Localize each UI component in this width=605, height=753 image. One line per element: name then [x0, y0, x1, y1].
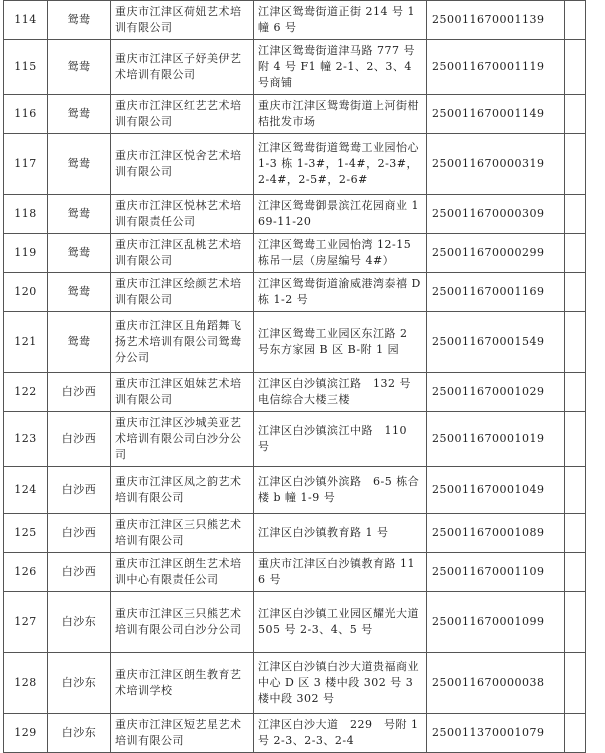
row-number-text: 115 [14, 60, 37, 73]
row-number [4, 312, 48, 373]
row-number [4, 134, 48, 195]
row-address-text: 江津区白沙镇工业园区耀光大道 505 号 2-3、4、5 号 [258, 607, 419, 636]
row-address [254, 95, 427, 134]
row-town [48, 592, 111, 653]
row-company-name-text: 重庆市江津区绘颜艺术培训有限公司 [115, 277, 242, 306]
row-empty-cell [565, 134, 586, 195]
row-company-name-text: 重庆市江津区且角蹈舞飞扬艺术培训有限公司鸳鸯分公司 [115, 319, 242, 364]
row-number [4, 467, 48, 514]
table-body [4, 1, 586, 753]
row-registration-code-text: 250011670000299 [432, 246, 545, 259]
row-address [254, 553, 427, 592]
table-row [4, 95, 586, 134]
row-number-text: 122 [14, 385, 37, 398]
row-number [4, 373, 48, 412]
row-empty-cell [565, 592, 586, 653]
row-address-text: 江津区鸳鸯工业园怡湾 12-15 栋吊一层（房屋编号 4#） [258, 238, 412, 267]
row-registration-code [427, 40, 565, 95]
row-address [254, 273, 427, 312]
row-number-text: 120 [14, 285, 37, 298]
row-town [48, 1, 111, 40]
row-address-text: 江津区鸳鸯街道正街 214 号 1 幢 6 号 [258, 5, 415, 34]
row-registration-code [427, 373, 565, 412]
row-registration-code [427, 134, 565, 195]
row-town-text: 鸳鸯 [67, 285, 91, 298]
row-town-text: 鸳鸯 [67, 157, 91, 170]
row-number [4, 95, 48, 134]
row-registration-code-text: 250011670001019 [432, 432, 545, 445]
table-row [4, 412, 586, 467]
row-town [48, 412, 111, 467]
row-address [254, 714, 427, 753]
row-address-text: 江津区白沙镇白沙大道贵福商业中心 D 区 3 楼中段 302 号 3 楼中段 302 号 [258, 660, 419, 705]
row-address [254, 40, 427, 95]
row-empty-cell [565, 412, 586, 467]
row-address-text: 江津区鸳鸯御景滨江花园商业 169-11-20 [258, 199, 419, 228]
row-number [4, 592, 48, 653]
row-number [4, 40, 48, 95]
row-empty-cell [565, 95, 586, 134]
row-registration-code-text: 250011670001549 [432, 335, 545, 348]
row-town [48, 40, 111, 95]
row-address [254, 373, 427, 412]
row-registration-code-text: 250011670001169 [432, 285, 545, 298]
row-address [254, 653, 427, 714]
row-company-name [111, 1, 254, 40]
table-row [4, 1, 586, 40]
row-registration-code [427, 234, 565, 273]
row-company-name [111, 714, 254, 753]
row-town-text: 白沙西 [61, 565, 97, 578]
row-number-text: 117 [14, 157, 37, 170]
row-address-text: 江津区鸳鸯工业园区东江路 2 号东方家园 B 区 B-附 1 园 [258, 327, 408, 356]
row-registration-code [427, 592, 565, 653]
row-town [48, 234, 111, 273]
row-address-text: 江津区鸳鸯街道渝威港湾泰禧 D 栋 1-2 号 [258, 277, 421, 306]
row-number-text: 116 [14, 107, 37, 120]
row-empty-cell [565, 373, 586, 412]
row-registration-code [427, 312, 565, 373]
row-address-text: 江津区鸳鸯街道津马路 777 号附 4 号 F1 幢 2-1、2、3、4 号商铺 [258, 44, 415, 89]
row-registration-code-text: 250011670001119 [432, 60, 545, 73]
table-row [4, 373, 586, 412]
row-town [48, 653, 111, 714]
row-registration-code [427, 714, 565, 753]
row-number-text: 127 [14, 615, 37, 628]
row-company-name-text: 重庆市江津区朗生艺术培训中心有限责任公司 [115, 557, 242, 586]
row-number-text: 121 [14, 335, 37, 348]
row-town-text: 鸳鸯 [67, 60, 91, 73]
row-registration-code-text: 250011670001049 [432, 483, 545, 496]
row-company-name-text: 重庆市江津区三只熊艺术培训有限公司白沙分公司 [115, 607, 242, 636]
row-empty-cell [565, 653, 586, 714]
row-empty-cell [565, 234, 586, 273]
row-company-name-text: 重庆市江津区短艺星艺术培训有限公司 [115, 718, 242, 747]
row-town-text: 白沙东 [61, 726, 97, 739]
row-number [4, 714, 48, 753]
row-company-name-text: 重庆市江津区悦林艺术培训有限责任公司 [115, 199, 242, 228]
row-town [48, 373, 111, 412]
row-address-text: 江津区白沙镇滨江中路 110 号 [258, 424, 407, 453]
row-company-name [111, 234, 254, 273]
table-row [4, 467, 586, 514]
row-registration-code-text: 250011370001079 [432, 726, 545, 739]
row-registration-code-text: 250011670001109 [432, 565, 545, 578]
row-number [4, 653, 48, 714]
row-empty-cell [565, 467, 586, 514]
row-registration-code [427, 1, 565, 40]
row-empty-cell [565, 40, 586, 95]
row-registration-code [427, 95, 565, 134]
row-registration-code-text: 250011670001099 [432, 615, 545, 628]
row-empty-cell [565, 273, 586, 312]
row-address [254, 134, 427, 195]
row-empty-cell [565, 1, 586, 40]
row-address [254, 234, 427, 273]
row-number-text: 125 [14, 526, 37, 539]
row-town [48, 467, 111, 514]
row-town-text: 鸳鸯 [67, 207, 91, 220]
row-registration-code [427, 514, 565, 553]
row-address [254, 195, 427, 234]
row-registration-code-text: 250011670000309 [432, 207, 545, 220]
row-town [48, 195, 111, 234]
row-company-name-text: 重庆市江津区朗生教育艺术培训学校 [115, 668, 242, 697]
row-town [48, 134, 111, 195]
row-town [48, 312, 111, 373]
row-company-name-text: 重庆市江津区荷妞艺术培训有限公司 [115, 5, 242, 34]
row-empty-cell [565, 312, 586, 373]
row-company-name [111, 553, 254, 592]
row-registration-code-text: 250011670001149 [432, 107, 545, 120]
table-row [4, 273, 586, 312]
table-row [4, 653, 586, 714]
row-number [4, 195, 48, 234]
row-town-text: 鸳鸯 [67, 246, 91, 259]
row-number-text: 126 [14, 565, 37, 578]
row-address [254, 312, 427, 373]
row-address-text: 江津区白沙大道 229 号附 1 号 2-3、2-3、2-4 [258, 718, 419, 747]
row-company-name-text: 重庆市江津区悦舍艺术培训有限公司 [115, 149, 242, 178]
row-registration-code-text: 250011670001029 [432, 385, 545, 398]
row-town-text: 白沙西 [61, 385, 97, 398]
row-company-name [111, 195, 254, 234]
table-row [4, 312, 586, 373]
row-town-text: 白沙西 [61, 483, 97, 496]
row-address-text: 重庆市江津区白沙镇教育路 116 号 [258, 557, 415, 586]
row-town-text: 鸳鸯 [67, 13, 91, 26]
row-town-text: 白沙东 [61, 615, 97, 628]
row-town-text: 白沙东 [61, 676, 97, 689]
row-address [254, 467, 427, 514]
row-number [4, 514, 48, 553]
row-company-name [111, 653, 254, 714]
row-registration-code [427, 467, 565, 514]
row-number-text: 114 [14, 13, 37, 26]
row-address-text: 江津区白沙镇滨江路 132 号电信综合大楼三楼 [258, 377, 411, 406]
row-empty-cell [565, 553, 586, 592]
row-company-name-text: 重庆市江津区三只熊艺术培训有限公司 [115, 518, 242, 547]
table-row [4, 553, 586, 592]
row-company-name [111, 134, 254, 195]
row-address [254, 1, 427, 40]
row-number-text: 123 [14, 432, 37, 445]
row-company-name-text: 重庆市江津区沙城美亚艺术培训有限公司白沙分公司 [115, 416, 242, 461]
row-registration-code [427, 553, 565, 592]
row-address-text: 江津区白沙镇教育路 1 号 [258, 526, 389, 539]
row-empty-cell [565, 514, 586, 553]
row-registration-code-text: 250011670000038 [432, 676, 545, 689]
row-company-name [111, 412, 254, 467]
row-address [254, 592, 427, 653]
row-company-name [111, 312, 254, 373]
row-address [254, 412, 427, 467]
row-town [48, 273, 111, 312]
row-company-name [111, 467, 254, 514]
row-registration-code-text: 250011670000319 [432, 157, 545, 170]
row-registration-code-text: 250011670001139 [432, 13, 545, 26]
row-number-text: 118 [14, 207, 37, 220]
registry-table [3, 0, 586, 753]
row-town [48, 714, 111, 753]
row-registration-code [427, 273, 565, 312]
row-registration-code [427, 653, 565, 714]
row-address [254, 514, 427, 553]
table-row [4, 714, 586, 753]
row-company-name [111, 95, 254, 134]
row-town-text: 鸳鸯 [67, 335, 91, 348]
table-row [4, 40, 586, 95]
row-number [4, 1, 48, 40]
row-number [4, 273, 48, 312]
table-row [4, 234, 586, 273]
row-town [48, 553, 111, 592]
row-company-name-text: 重庆市江津区姐妹艺术培训有限公司 [115, 377, 242, 406]
row-number-text: 128 [14, 676, 37, 689]
table-row [4, 514, 586, 553]
row-address-text: 重庆市江津区鸳鸯街道上河街柑桔批发市场 [258, 99, 419, 128]
row-company-name-text: 重庆市江津区子妤美伊艺术培训有限公司 [115, 52, 242, 81]
row-number-text: 119 [14, 246, 37, 259]
row-company-name [111, 373, 254, 412]
row-town-text: 白沙西 [61, 526, 97, 539]
row-company-name-text: 重庆市江津区红艺艺术培训有限公司 [115, 99, 242, 128]
row-town-text: 白沙西 [61, 432, 97, 445]
row-address-text: 江津区白沙镇外滨路 6-5 栋合楼 b 幢 1-9 号 [258, 475, 420, 504]
row-number-text: 124 [14, 483, 37, 496]
row-town [48, 514, 111, 553]
row-company-name [111, 592, 254, 653]
table-row [4, 592, 586, 653]
row-registration-code [427, 195, 565, 234]
row-registration-code-text: 250011670001089 [432, 526, 545, 539]
row-town [48, 95, 111, 134]
row-company-name [111, 40, 254, 95]
row-number-text: 129 [14, 726, 37, 739]
row-number [4, 553, 48, 592]
row-address-text: 江津区鸳鸯街道鸳鸯工业园怡心 1-3 栋 1-3#，1-4#，2-3#，2-4#，2-5#，2-6# [258, 141, 419, 186]
row-number [4, 412, 48, 467]
row-company-name [111, 514, 254, 553]
table-row [4, 195, 586, 234]
row-company-name [111, 273, 254, 312]
row-company-name-text: 重庆市江津区凤之韵艺术培训有限公司 [115, 475, 242, 504]
row-town-text: 鸳鸯 [67, 107, 91, 120]
row-company-name-text: 重庆市江津区乱桃艺术培训有限公司 [115, 238, 242, 267]
row-number [4, 234, 48, 273]
row-empty-cell [565, 195, 586, 234]
table-row [4, 134, 586, 195]
row-empty-cell [565, 714, 586, 753]
row-registration-code [427, 412, 565, 467]
